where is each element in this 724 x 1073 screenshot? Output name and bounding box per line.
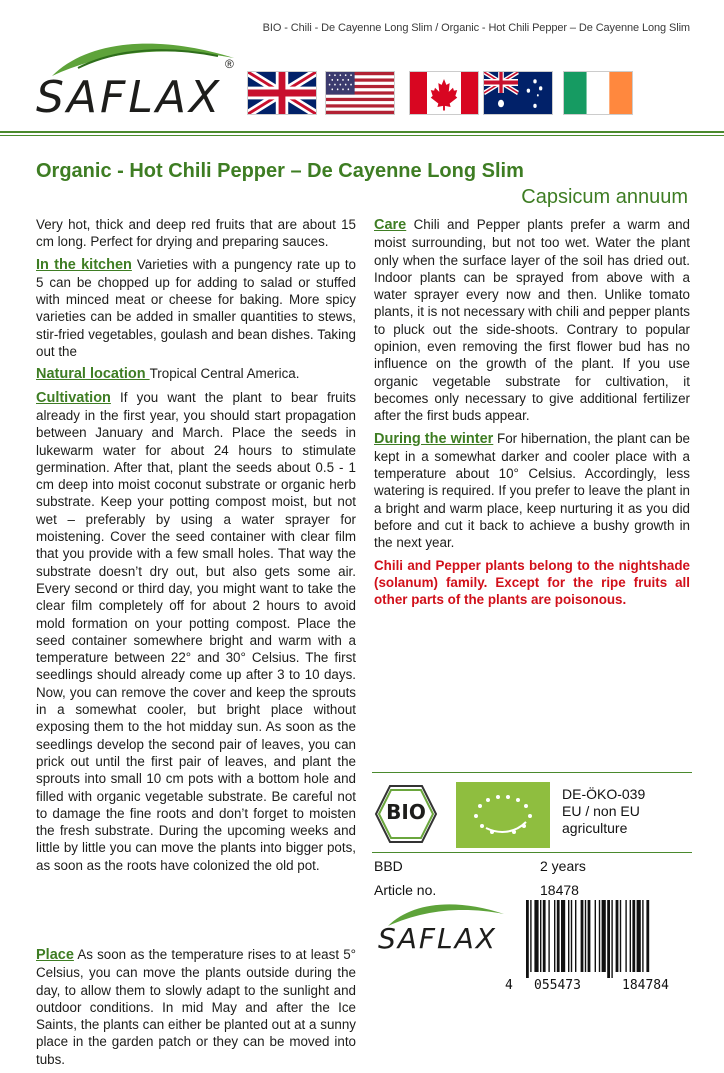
- barcode-digit-prefix: 4: [505, 978, 513, 993]
- place-heading: Place: [36, 947, 74, 963]
- cert-divider: [372, 772, 692, 773]
- brand-name: SAFLAX: [36, 72, 223, 123]
- care-text: Chili and Pepper plants prefer a warm and moist surrounding, but not too wet. Water the plant only when the surface layer of the soil has dried out. Indoor plants can be sprayed from above with a water sprayer every now and then. Unlike tomato plants, it is not necessary with chili and pepper plants to pluck out the side-shoots. Contrary to popular opinion, even removing the first flower bud has no influence on the growth of the plant. If you use organic vegetable substrate for cultivation, it becomes only necessary to give additional fertilizer after the first buds appear.: [374, 217, 690, 424]
- cert-code: DE-ÖKO-039: [562, 786, 646, 802]
- topline: BIO - Chili - De Cayenne Long Slim / Organic - Hot Chili Pepper – De Cayenne Long Slim: [262, 22, 690, 34]
- bbd-label: BBD: [374, 858, 403, 874]
- barcode-digits-right: 184784: [622, 978, 669, 993]
- header-divider-thin: [0, 135, 724, 136]
- kitchen-section: [36, 256, 356, 361]
- care-heading: Care: [374, 217, 407, 233]
- bbd-value: 2 years: [540, 858, 586, 874]
- registered-mark: ®: [225, 57, 234, 71]
- bio-label: BIO: [386, 800, 426, 824]
- intro-text: Very hot, thick and deep red fruits that are about 15 cm long. Perfect for drying and preparing sauces.: [36, 217, 356, 250]
- eu-star-leaf-icon: [456, 782, 550, 848]
- barcode-digits-left: 055473: [534, 978, 581, 993]
- cert-divider-bottom: [372, 852, 692, 853]
- barcode-icon: [524, 900, 692, 978]
- winter-section: [374, 430, 690, 552]
- left-column: [36, 216, 356, 879]
- article-value: 18478: [540, 882, 579, 898]
- location-heading: Natural location: [36, 366, 150, 383]
- saflax-logo: [36, 36, 246, 122]
- kitchen-heading: In the kitchen: [36, 256, 132, 273]
- cultivation-section: [36, 389, 356, 874]
- place-section: [36, 946, 356, 1068]
- ca-flag-icon: [410, 72, 478, 114]
- winter-heading: During the winter: [374, 430, 494, 447]
- location-text: Tropical Central America.: [149, 366, 300, 382]
- brand-name-small: SAFLAX: [378, 922, 497, 955]
- cultivation-heading: Cultivation: [36, 389, 111, 406]
- product-title: Organic - Hot Chili Pepper – De Cayenne Long Slim: [36, 160, 524, 182]
- right-column: [374, 216, 690, 614]
- kitchen-text: Varieties with a pungency rate up to 5 can be chopped up for adding to salad or stuffed with minced meat or cheese for baking. More spicy varieties can be added in smaller quantities to stews, stir-fried vegetables, goulash and bean dishes. Taking out the: [36, 256, 356, 360]
- winter-text: For hibernation, the plant can be kept in a somewhat darker and cooler place with a temperature about 10° Celsius. Accordingly, less watering is required. If you prefer to leave the plant in a bright and warm place, keep nurturing it as you did before and cut it back to achieve a bushy growth in the next year.: [374, 430, 690, 551]
- eu-organic-leaf: [456, 782, 550, 848]
- cultivation-text: If you want the plant to bear fruits already in the first year, you should start propagation between January and March. Place the seeds in lukewarm water for about 24 hours to stimulate germination. After that, plant the seeds about 0.5 - 1 cm deep into moist coconut substrate or organic herb substrate. Keep your potting compost moist, but not wet – preferably by using a water sprayer for moistening. Cover the seed container with clear film that you provide with a few small holes. That way the substrate doesn’t dry out, but also gets some air. Every second or third day, you might want to take the clear film completely off for about 2 hours to avoid mold formation on your potting compost. Place the seed container somewhere bright and warm with a temperature between 22° and 30° Celsius. The first seedlings should already come up after 3 to 10 days. Now, you can remove the cover and keep the sprouts in a somewhat cooler, but bright place without exposing them to the hot midday sun. As soon as the seedlings develop the second pair of leaves, you can prick out until the first pair of leaves, and plant the sprouts into small 10 cm pots with a bottom hole and filled with organic vegetable substrate. Be careful not to damage the fine roots and don’t forget to moisten the fresh substrate. During the upcoming weeks and little by little you can move the plants into bigger pots, as soon as the roots have colonized the old pot.: [36, 389, 356, 873]
- cert-code-block: [562, 786, 645, 837]
- saflax-logo-small: [378, 900, 508, 972]
- origin-line-1: EU / non EU: [562, 803, 640, 819]
- latin-name: Capsicum annuum: [521, 186, 688, 208]
- gb-flag-icon: [248, 72, 316, 114]
- au-flag-icon: [484, 72, 552, 114]
- article-label: Article no.: [374, 882, 437, 898]
- bio-seal: [374, 784, 438, 844]
- origin-line-2: agriculture: [562, 820, 628, 836]
- care-section: [374, 216, 690, 425]
- poison-warning: Chili and Pepper plants belong to the nightshade (solanum) family. Except for the ripe fruits all other parts of the plants are poisonous.: [374, 557, 690, 608]
- location-section: [36, 365, 356, 383]
- us-flag-icon: [326, 72, 394, 114]
- header-divider: [0, 131, 724, 133]
- ie-flag-icon: [564, 72, 632, 114]
- place-text: As soon as the temperature rises to at least 5° Celsius, you can move the plants outside during the day, to allow them to slowly adapt to the sunlight and outdoor conditions. In mid May and after the Ice Saints, the plants can either be planted out at a sunny place in the garden patch or they can be moved into tubs.: [36, 947, 356, 1067]
- place-section-wrap: [36, 946, 356, 1073]
